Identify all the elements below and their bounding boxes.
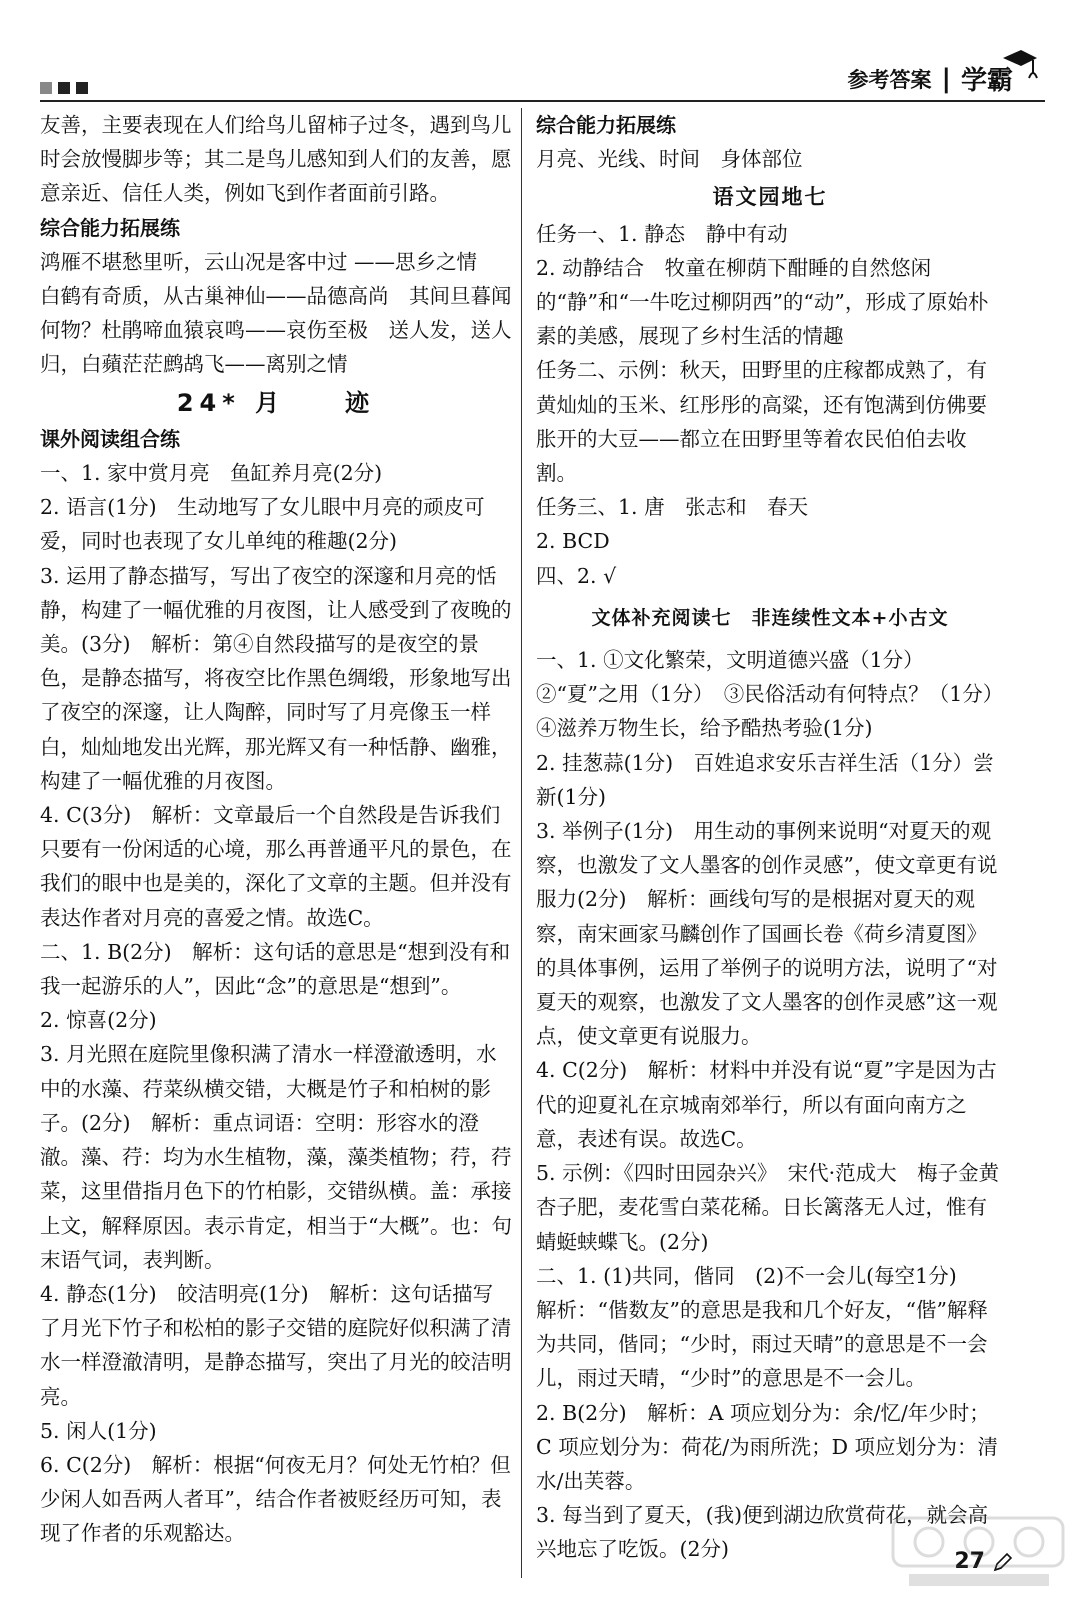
header-title: 参考答案 [847,67,932,92]
answer-paragraph: 一、1. 家中赏月亮 鱼缸养月亮(2分) [40,461,383,486]
section-heading: 语文园地七 [712,185,828,210]
header-brand-group [847,60,1013,97]
answer-paragraph: 2. 动静结合 牧童在柳荫下酣睡的自然悠闲的“静”和“一牛吃过柳阴西”的“动”，形成了原始朴素的美感，展现了乡村生活的情趣 [536,255,989,349]
section-label: 综合能力拓展练 [536,113,676,137]
answer-paragraph: 5. 闲人(1分) [40,1418,157,1443]
answer-paragraph: 4. 静态(1分) 皎洁明亮(1分) 解析：这句话描写了月光下竹子和松柏的影子交错的庭院好似积满了清水一样澄澈清明，是静态描写，突出了月光的皎洁明亮。 [40,1281,512,1409]
answer-paragraph: 一、1. ①文化繁荣，文明道德兴盛（1分） ②“夏”之用（1分） ③民俗活动有何特点？（1分） ④滋养万物生长，给予酷热考验(1分) [536,648,1014,741]
header-mark [76,82,88,94]
section-label: 课外阅读组合练 [40,426,180,451]
section-label: 综合能力拓展练 [40,215,180,240]
answer-paragraph: 友善，主要表现在人们给鸟儿留柿子过冬，遇到鸟儿时会放慢脚步等；其二是鸟儿感知到人们的友善，愿意亲近、信任人类，例如飞到作者面前引路。 [40,113,512,206]
page-header [0,0,1085,108]
answer-paragraph: 3. 运用了静态描写，写出了夜空的深邃和月亮的恬静，构建了一幅优雅的月夜图，让人感受到了夜晚的美。(3分) 解析：第④自然段描写的是夜空的景色，是静态描写，将夜空比作黑色绸缎，形象地写出了夜空的深邃，让人陶醉，同时写了月亮像玉一样白，灿灿地发出光辉，那光辉又有一种恬静、幽雅，构建了一幅优雅的月夜图。 [40,563,512,793]
answer-paragraph: 解析：“偕数友”的意思是我和几个好友，“偕”解释为共同，偕同；“少时，雨过天晴”的意思是不一会儿，雨过天晴，“少时”的意思是不一会儿。 [536,1297,988,1391]
answer-paragraph: 3. 每当到了夏天，(我)便到湖边欣赏荷花，就会高兴地忘了吃饭。(2分) [536,1503,989,1562]
answer-paragraph: 4. C(3分) 解析：文章最后一个自然段是告诉我们只要有一份闲适的心境，那么再普通平凡的景色，在我们的眼中也是美的，深化了文章的主题。但并没有表达作者对月亮的喜爱之情。故选C。 [40,803,512,930]
answer-paragraph: 白鹤有奇质，从古巢神仙——品德高尚 其间旦暮闻何物？杜鹃啼血猿哀鸣——哀伤至极 送人发，送人归，白蘋茫茫鹧鸪飞——离别之情 [40,284,512,377]
answer-paragraph: 二、1. B(2分) 解析：这句话的意思是“想到没有和我一起游乐的人”，因此“念”的意思是“想到”。 [40,939,511,999]
right-column [536,108,1014,1567]
header-brand: 学霸 [960,66,1013,96]
answer-paragraph: 3. 月光照在庭院里像积满了清水一样澄澈透明，水中的水藻、荇菜纵横交错，大概是竹子和柏树的影子。(2分) 解析：重点词语：空明：形容水的澄澈。藻、荇：均为水生植物，藻，藻类植物；荇，荇菜，这里借指月色下的竹柏影，交错纵横。盖：承接上文，解释原因。表示肯定，相当于“大概”。也：句末语气词，表判断。 [40,1042,512,1272]
watermark-logo [889,1512,1069,1592]
header-marks [40,82,88,94]
answer-paragraph: 任务三、1. 唐 张志和 春天 [536,495,809,520]
answer-paragraph: 二、1. (1)共同，偕同 (2)不一会儿(每空1分) [536,1263,957,1288]
answer-paragraph: 任务二、示例：秋天，田野里的庄稼都成熟了，有黄灿灿的玉米、红彤彤的高粱，还有饱满到仿佛要胀开的大豆——都立在田野里等着农民伯伯去收割。 [536,358,987,486]
answer-paragraph: 鸿雁不堪愁里听，云山况是客中过 ——思乡之情 [40,249,478,274]
header-mark [40,82,52,94]
header-rule [40,100,1045,102]
answer-paragraph: 4. C(2分) 解析：材料中并没有说“夏”字是因为古代的迎夏礼在京城南郊举行，所以有面向南方之意，表述有误。故选C。 [536,1058,997,1151]
section-heading: 文体补充阅读七 非连续性文本+小古文 [591,606,949,629]
section-heading: 24* 月 迹 [176,388,376,417]
answer-paragraph: 2. 挂葱蒜(1分) 百姓追求安乐吉祥生活（1分）尝新(1分) [536,750,994,809]
answer-paragraph: 月亮、光线、时间 身体部位 [536,147,803,172]
page-number: 27 [954,1549,985,1574]
answer-paragraph: 任务一、1. 静态 静中有动 [536,221,788,246]
answer-paragraph: 四、2. √ [536,563,617,588]
answer-paragraph: 6. C(2分) 解析：根据“何夜无月？何处无竹柏？但少闲人如吾两人者耳”，结合作者被贬经历可知，表现了作者的乐观豁达。 [40,1452,511,1546]
answer-paragraph: 5. 示例：《四时田园杂兴》 宋代·范成大 梅子金黄杏子肥，麦花雪白菜花稀。日长篱落无人过，惟有蜻蜓蛱蝶飞。(2分) [536,1161,1000,1254]
answer-paragraph: 2. BCD [536,529,610,554]
header-mark [58,82,70,94]
answer-paragraph: 2. B(2分) 解析：A 项应划分为：余/忆/年少时；C 项应划分为：荷花/为雨所洗；D 项应划分为：清水/出芙蓉。 [536,1400,999,1493]
header-separator: | [941,63,951,94]
answer-paragraph: 2. 惊喜(2分) [40,1008,157,1033]
left-column [40,108,512,1551]
column-divider [521,108,522,1578]
answer-paragraph: 3. 举例子(1分) 用生动的事例来说明“对夏天的观察，也激发了文人墨客的创作灵感”，使文章更有说服力(2分) 解析：画线句写的是根据对夏天的观察，南宋画家马麟创作了国画长卷《荷乡清夏图》的具体事例，运用了举例子的说明方法，说明了“对夏天的观察，也激发了文人墨客的创作灵感”这一观点，使文章更有说服力。 [536,819,998,1049]
graduation-cap-icon [999,42,1039,82]
answer-paragraph: 2. 语言(1分) 生动地写了女儿眼中月亮的顽皮可爱，同时也表现了女儿单纯的稚趣(2分) [40,495,485,554]
